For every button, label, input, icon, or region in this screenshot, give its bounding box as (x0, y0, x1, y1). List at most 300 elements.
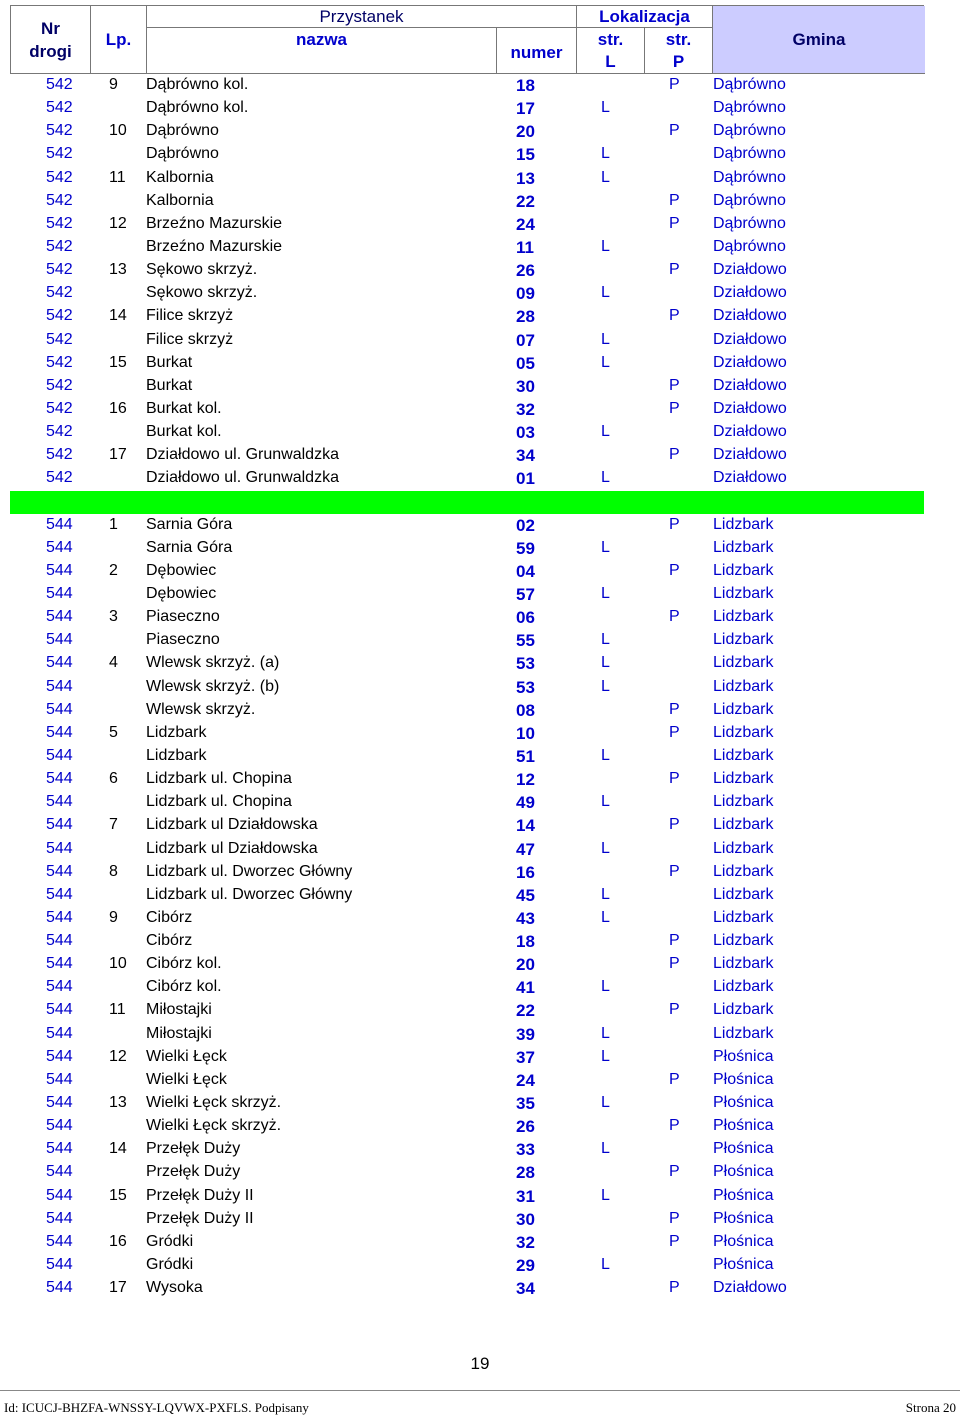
stop-name: Dąbrówno kol. (146, 76, 249, 93)
table-row (10, 999, 924, 1022)
road-number: 544 (46, 1024, 73, 1042)
table-row (10, 213, 924, 236)
stop-index: 10 (109, 122, 127, 140)
side-right: P (669, 862, 680, 880)
stop-number: 49 (516, 793, 535, 813)
stop-number: 37 (516, 1047, 535, 1067)
road-number: 544 (46, 770, 73, 788)
table-row (10, 167, 924, 190)
commune-name: Płośnica (713, 1094, 774, 1112)
commune-name: Płośnica (713, 1256, 774, 1274)
side-left: L (601, 584, 610, 602)
side-right: P (669, 214, 680, 232)
stop-index: 13 (109, 261, 127, 279)
table-row (10, 236, 924, 259)
stop-name: Gródki (146, 1232, 194, 1250)
stop-number: 53 (516, 677, 535, 697)
road-number: 544 (46, 1279, 73, 1297)
road-number: 544 (46, 955, 73, 973)
commune-name: Dąbrówno (713, 237, 786, 255)
road-number: 542 (46, 376, 73, 394)
table-row (10, 1185, 924, 1208)
stop-index: 1 (109, 515, 118, 533)
stop-name: Sarnia Góra (146, 538, 233, 556)
road-number: 542 (46, 191, 73, 209)
stop-name: Lidzbark ul Działdowska (146, 816, 318, 834)
side-right: P (669, 1001, 680, 1019)
stop-number: 30 (516, 1209, 535, 1229)
stop-name: Dębowiec (146, 561, 217, 579)
road-number: 544 (46, 793, 73, 811)
side-left: L (601, 793, 610, 811)
stop-number: 28 (516, 307, 535, 327)
side-right: P (669, 307, 680, 325)
stop-number: 28 (516, 1163, 535, 1183)
commune-name: Lidzbark (713, 700, 774, 718)
commune-name: Dąbrówno (713, 99, 786, 117)
stop-name: Przełęk Duży II (146, 1186, 254, 1204)
side-left: L (601, 908, 610, 926)
stop-number: 20 (516, 955, 535, 975)
stop-name: Piaseczno (146, 631, 220, 649)
commune-name: Dąbrówno (713, 191, 786, 209)
side-right: P (669, 723, 680, 741)
road-number: 542 (46, 307, 73, 325)
stop-name: Dąbrówno (146, 145, 219, 163)
road-number: 544 (46, 584, 73, 602)
commune-name: Dąbrówno (713, 122, 786, 140)
side-right: P (669, 700, 680, 718)
stop-name: Brzeźno Mazurskie (146, 237, 283, 255)
stop-name: Wielki Łęck (146, 1047, 227, 1065)
stop-number: 53 (516, 654, 535, 674)
side-left: L (601, 99, 610, 117)
side-right: P (669, 399, 680, 417)
side-left: L (601, 885, 610, 903)
stop-number: 24 (516, 1070, 535, 1090)
stop-index: 5 (109, 723, 118, 741)
stop-name: Wielki Łęck skrzyż. (146, 1094, 282, 1112)
table-row (10, 606, 924, 629)
commune-name: Lidzbark (713, 839, 774, 857)
side-left: L (601, 469, 610, 487)
table-row (10, 259, 924, 282)
stop-name: Lidzbark ul. Dworzec Główny (146, 885, 353, 903)
commune-name: Działdowo (713, 446, 787, 464)
side-left: L (601, 1047, 610, 1065)
table-row (10, 629, 924, 652)
stop-number: 34 (516, 1279, 535, 1299)
commune-name: Płośnica (713, 1209, 774, 1227)
commune-name: Lidzbark (713, 1024, 774, 1042)
table-row (10, 722, 924, 745)
side-left: L (601, 284, 610, 302)
stop-name: Dąbrówno kol. (146, 99, 249, 117)
stop-name: Wlewsk skrzyż. (b) (146, 677, 280, 695)
table-row (10, 537, 924, 560)
table-row (10, 444, 924, 467)
stop-name: Wysoka (146, 1279, 203, 1297)
table-row (10, 699, 924, 722)
table-row (10, 282, 924, 305)
side-left: L (601, 839, 610, 857)
commune-name: Lidzbark (713, 862, 774, 880)
table-row (10, 1092, 924, 1115)
table-row (10, 375, 924, 398)
commune-name: Działdowo (713, 330, 787, 348)
stop-number: 07 (516, 330, 535, 350)
stop-index: 9 (109, 908, 118, 926)
road-number: 542 (46, 353, 73, 371)
commune-name: Płośnica (713, 1163, 774, 1181)
commune-name: Lidzbark (713, 885, 774, 903)
header-str-l: str. L (577, 28, 645, 74)
road-number: 542 (46, 284, 73, 302)
commune-name: Lidzbark (713, 816, 774, 834)
table-row (10, 814, 924, 837)
side-left: L (601, 978, 610, 996)
road-number: 542 (46, 330, 73, 348)
table-row (10, 930, 924, 953)
stop-number: 57 (516, 584, 535, 604)
header-str-p: str. P (645, 28, 713, 74)
table-row (10, 953, 924, 976)
stop-name: Piaseczno (146, 608, 220, 626)
commune-name: Lidzbark (713, 793, 774, 811)
side-right: P (669, 932, 680, 950)
stop-number: 16 (516, 862, 535, 882)
side-left: L (601, 654, 610, 672)
stop-index: 13 (109, 1094, 127, 1112)
commune-name: Działdowo (713, 423, 787, 441)
table-row (10, 1231, 924, 1254)
stop-number: 04 (516, 561, 535, 581)
stop-number: 55 (516, 631, 535, 651)
commune-name: Lidzbark (713, 631, 774, 649)
commune-name: Działdowo (713, 469, 787, 487)
side-right: P (669, 770, 680, 788)
table-row (10, 1277, 924, 1300)
road-number: 544 (46, 885, 73, 903)
section-542 (10, 74, 924, 491)
stop-name: Filice skrzyż (146, 330, 234, 348)
road-number: 544 (46, 677, 73, 695)
commune-name: Płośnica (713, 1047, 774, 1065)
stop-number: 41 (516, 978, 535, 998)
side-right: P (669, 1279, 680, 1297)
table-row (10, 398, 924, 421)
stop-number: 35 (516, 1094, 535, 1114)
stop-index: 16 (109, 399, 127, 417)
side-left: L (601, 168, 610, 186)
road-number: 544 (46, 1163, 73, 1181)
stop-name: Kalbornia (146, 168, 214, 186)
stop-name: Sękowo skrzyż. (146, 261, 258, 279)
stop-name: Sarnia Góra (146, 515, 233, 533)
stop-number: 59 (516, 538, 535, 558)
road-number: 544 (46, 908, 73, 926)
stop-name: Cibórz (146, 932, 193, 950)
table-row (10, 1115, 924, 1138)
stop-name: Burkat (146, 353, 193, 371)
side-left: L (601, 330, 610, 348)
stop-index: 3 (109, 608, 118, 626)
table-row (10, 884, 924, 907)
road-number: 544 (46, 1140, 73, 1158)
table-row (10, 791, 924, 814)
table-header (10, 5, 924, 74)
stop-number: 14 (516, 816, 535, 836)
side-left: L (601, 631, 610, 649)
commune-name: Lidzbark (713, 770, 774, 788)
road-number: 544 (46, 515, 73, 533)
commune-name: Płośnica (713, 1117, 774, 1135)
commune-name: Lidzbark (713, 677, 774, 695)
road-number: 542 (46, 469, 73, 487)
stop-index: 17 (109, 1279, 127, 1297)
side-left: L (601, 746, 610, 764)
header-nr-drogi: Nr drogi (11, 6, 91, 74)
stop-number: 12 (516, 770, 535, 790)
stop-number: 22 (516, 191, 535, 211)
road-number: 544 (46, 1209, 73, 1227)
side-left: L (601, 677, 610, 695)
stop-index: 11 (109, 168, 126, 186)
side-right: P (669, 446, 680, 464)
side-left: L (601, 145, 610, 163)
stop-name: Burkat kol. (146, 423, 222, 441)
stop-index: 10 (109, 955, 127, 973)
stop-index: 4 (109, 654, 118, 672)
stop-number: 31 (516, 1186, 535, 1206)
table-row (10, 1161, 924, 1184)
stop-number: 20 (516, 122, 535, 142)
table-row (10, 190, 924, 213)
road-number: 542 (46, 423, 73, 441)
road-number: 544 (46, 746, 73, 764)
section-separator (10, 491, 924, 514)
side-left: L (601, 1140, 610, 1158)
stop-index: 12 (109, 214, 127, 232)
stop-name: Przełęk Duży (146, 1140, 241, 1158)
road-number: 544 (46, 700, 73, 718)
side-right: P (669, 561, 680, 579)
table-row (10, 1138, 924, 1161)
side-left: L (601, 1024, 610, 1042)
footer (0, 1390, 960, 1415)
section-544 (10, 514, 924, 1301)
commune-name: Lidzbark (713, 561, 774, 579)
table-row (10, 1023, 924, 1046)
stop-name: Wielki Łęck skrzyż. (146, 1117, 282, 1135)
commune-name: Lidzbark (713, 1001, 774, 1019)
stop-number: 06 (516, 608, 535, 628)
table-row (10, 74, 924, 97)
side-right: P (669, 376, 680, 394)
stop-name: Wlewsk skrzyż. (146, 700, 256, 718)
road-number: 544 (46, 816, 73, 834)
commune-name: Lidzbark (713, 515, 774, 533)
header-numer: numer (497, 28, 577, 74)
stop-number: 05 (516, 353, 535, 373)
road-number: 542 (46, 122, 73, 140)
table-row (10, 838, 924, 861)
stop-number: 09 (516, 284, 535, 304)
side-right: P (669, 122, 680, 140)
road-number: 542 (46, 399, 73, 417)
stop-name: Cibórz kol. (146, 955, 222, 973)
stop-name: Miłostajki (146, 1024, 212, 1042)
stop-index: 11 (109, 1001, 126, 1019)
stop-name: Sękowo skrzyż. (146, 284, 258, 302)
commune-name: Działdowo (713, 284, 787, 302)
commune-name: Lidzbark (713, 723, 774, 741)
stop-name: Przełęk Duży (146, 1163, 241, 1181)
commune-name: Dąbrówno (713, 214, 786, 232)
side-left: L (601, 423, 610, 441)
commune-name: Płośnica (713, 1186, 774, 1204)
stop-number: 13 (516, 168, 535, 188)
stop-name: Cibórz kol. (146, 978, 222, 996)
road-number: 544 (46, 1117, 73, 1135)
stop-index: 15 (109, 1186, 127, 1204)
stop-number: 32 (516, 1232, 535, 1252)
stop-number: 18 (516, 932, 535, 952)
table-row (10, 1046, 924, 1069)
stop-name: Burkat kol. (146, 399, 222, 417)
stop-index: 14 (109, 307, 127, 325)
road-number: 542 (46, 446, 73, 464)
table-row (10, 120, 924, 143)
footer-page: Strona 20 (905, 1400, 956, 1415)
bus-stop-table (10, 5, 924, 1300)
stop-index: 14 (109, 1140, 127, 1158)
stop-name: Działdowo ul. Grunwaldzka (146, 469, 339, 487)
side-right: P (669, 515, 680, 533)
road-number: 542 (46, 76, 73, 93)
commune-name: Płośnica (713, 1070, 774, 1088)
road-number: 544 (46, 1186, 73, 1204)
stop-name: Lidzbark ul. Dworzec Główny (146, 862, 353, 880)
road-number: 544 (46, 723, 73, 741)
table-row (10, 352, 924, 375)
side-left: L (601, 1186, 610, 1204)
header-nazwa: nazwa (147, 28, 497, 74)
commune-name: Lidzbark (713, 654, 774, 672)
stop-number: 02 (516, 515, 535, 535)
side-right: P (669, 955, 680, 973)
commune-name: Działdowo (713, 307, 787, 325)
stop-name: Dąbrówno (146, 122, 219, 140)
stop-name: Burkat (146, 376, 193, 394)
stop-number: 45 (516, 885, 535, 905)
stop-name: Wielki Łęck (146, 1070, 227, 1088)
stop-name: Kalbornia (146, 191, 214, 209)
road-number: 544 (46, 862, 73, 880)
stop-name: Lidzbark ul. Chopina (146, 770, 292, 788)
stop-index: 15 (109, 353, 127, 371)
side-left: L (601, 237, 610, 255)
table-row (10, 514, 924, 537)
stop-number: 01 (516, 469, 535, 489)
stop-name: Dębowiec (146, 584, 217, 602)
stop-number: 34 (516, 446, 535, 466)
stop-index: 9 (109, 76, 118, 93)
road-number: 544 (46, 631, 73, 649)
commune-name: Lidzbark (713, 746, 774, 764)
table-row (10, 676, 924, 699)
road-number: 542 (46, 168, 73, 186)
road-number: 544 (46, 1094, 73, 1112)
stop-name: Działdowo ul. Grunwaldzka (146, 446, 339, 464)
table-row (10, 1208, 924, 1231)
commune-name: Lidzbark (713, 932, 774, 950)
stop-index: 2 (109, 561, 118, 579)
side-right: P (669, 76, 680, 93)
side-right: P (669, 1163, 680, 1181)
stop-number: 30 (516, 376, 535, 396)
table-row (10, 1069, 924, 1092)
stop-index: 17 (109, 446, 127, 464)
stop-number: 26 (516, 1117, 535, 1137)
commune-name: Dąbrówno (713, 145, 786, 163)
road-number: 544 (46, 538, 73, 556)
table-row (10, 745, 924, 768)
table-row (10, 861, 924, 884)
commune-name: Lidzbark (713, 955, 774, 973)
commune-name: Dąbrówno (713, 76, 786, 93)
stop-number: 43 (516, 908, 535, 928)
table-row (10, 305, 924, 328)
header-lp: Lp. (91, 6, 147, 74)
stop-number: 08 (516, 700, 535, 720)
commune-name: Lidzbark (713, 538, 774, 556)
commune-name: Lidzbark (713, 908, 774, 926)
side-right: P (669, 191, 680, 209)
stop-number: 10 (516, 723, 535, 743)
table-row (10, 907, 924, 930)
table-row (10, 976, 924, 999)
table-row (10, 1254, 924, 1277)
commune-name: Działdowo (713, 261, 787, 279)
road-number: 544 (46, 978, 73, 996)
road-number: 542 (46, 99, 73, 117)
side-left: L (601, 538, 610, 556)
stop-name: Lidzbark ul. Chopina (146, 793, 292, 811)
stop-name: Wlewsk skrzyż. (a) (146, 654, 280, 672)
commune-name: Płośnica (713, 1140, 774, 1158)
table-row (10, 560, 924, 583)
commune-name: Lidzbark (713, 608, 774, 626)
table-row (10, 421, 924, 444)
road-number: 542 (46, 145, 73, 163)
stop-index: 12 (109, 1047, 127, 1065)
stop-number: 03 (516, 423, 535, 443)
table-row (10, 143, 924, 166)
commune-name: Lidzbark (713, 978, 774, 996)
stop-name: Lidzbark (146, 723, 207, 741)
commune-name: Dąbrówno (713, 168, 786, 186)
stop-number: 18 (516, 76, 535, 95)
side-right: P (669, 261, 680, 279)
road-number: 544 (46, 839, 73, 857)
stop-name: Miłostajki (146, 1001, 212, 1019)
road-number: 544 (46, 654, 73, 672)
stop-number: 39 (516, 1024, 535, 1044)
stop-number: 47 (516, 839, 535, 859)
stop-number: 17 (516, 99, 535, 119)
table-row (10, 583, 924, 606)
